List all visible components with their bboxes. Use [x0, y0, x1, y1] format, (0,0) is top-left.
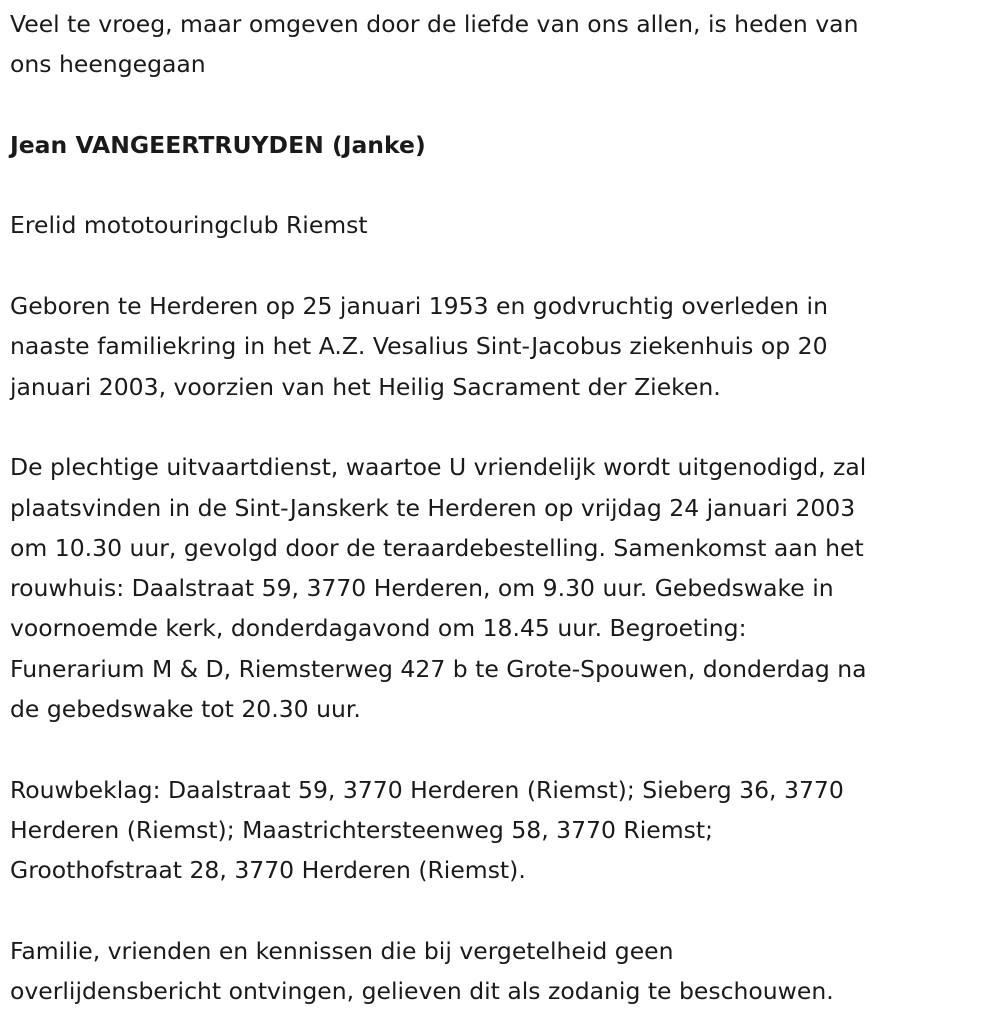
text-line: de gebedswake tot 20.30 uur.	[10, 695, 361, 724]
text-line: naaste familiekring in het A.Z. Vesalius Sint-Jacobus ziekenhuis op 20	[10, 332, 828, 361]
text-line: Funerarium M & D, Riemsterweg 427 b te Grote-Spouwen, donderdag na	[10, 654, 867, 683]
honorary-title: Erelid mototouringclub Riemst	[10, 211, 368, 240]
text-line: Rouwbeklag: Daalstraat 59, 3770 Herderen (Riemst); Sieberg 36, 3770	[10, 775, 844, 804]
text-line: rouwhuis: Daalstraat 59, 3770 Herderen, om 9.30 uur. Gebedswake in	[10, 574, 834, 603]
birth-death-paragraph	[10, 286, 1000, 407]
closing-paragraph	[10, 931, 1000, 1012]
condolences-paragraph	[10, 770, 1000, 891]
text-line: Geboren te Herderen op 25 januari 1953 en godvruchtig overleden in	[10, 292, 828, 321]
text-line: Herderen (Riemst); Maastrichtersteenweg 58, 3770 Riemst;	[10, 815, 714, 844]
text-line: Groothofstraat 28, 3770 Herderen (Riemst).	[10, 856, 526, 885]
text-line: overlijdensbericht ontvingen, gelieven dit als zodanig te beschouwen.	[10, 977, 834, 1006]
text-line: De plechtige uitvaartdienst, waartoe U vriendelijk wordt uitgenodigd, zal	[10, 453, 867, 482]
text-line: om 10.30 uur, gevolgd door de teraardebestelling. Samenkomst aan het	[10, 533, 864, 562]
funeral-paragraph	[10, 447, 1000, 729]
text-line: ons heengegaan	[10, 50, 206, 79]
text-line: Familie, vrienden en kennissen die bij vergetelheid geen	[10, 936, 674, 965]
text-line: januari 2003, voorzien van het Heilig Sacrament der Zieken.	[10, 372, 721, 401]
text-line: Veel te vroeg, maar omgeven door de liefde van ons allen, is heden van	[10, 10, 859, 38]
deceased-name: Jean VANGEERTRUYDEN (Janke)	[10, 130, 426, 159]
intro-paragraph	[10, 4, 1000, 85]
text-line: plaatsvinden in de Sint-Janskerk te Herderen op vrijdag 24 januari 2003	[10, 493, 856, 522]
text-line: voornoemde kerk, donderdagavond om 18.45 uur. Begroeting:	[10, 614, 747, 643]
